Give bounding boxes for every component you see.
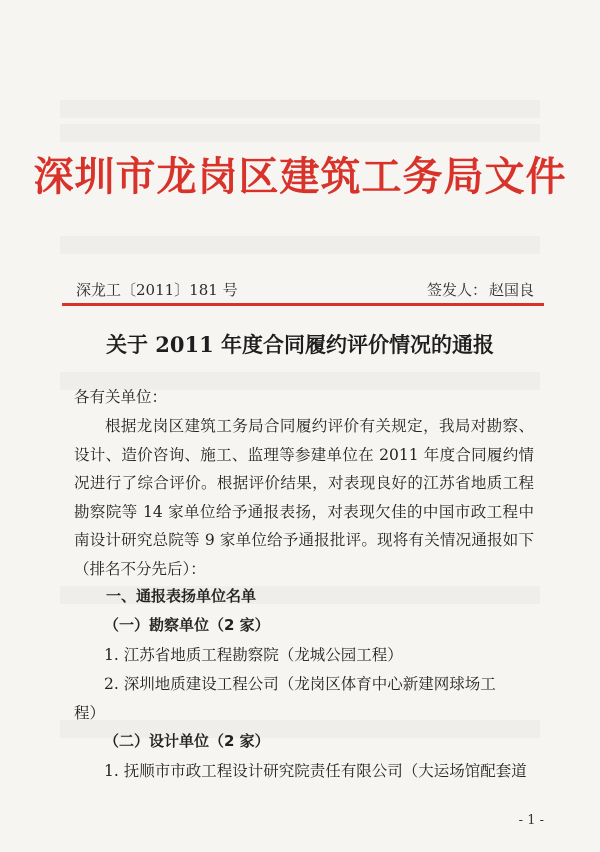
document-number: 深龙工〔2011〕181 号 xyxy=(76,281,238,299)
show-through-line xyxy=(60,236,540,254)
list-item-continuation: 程） xyxy=(74,704,106,722)
section-heading: 一、通报表扬单位名单 xyxy=(106,587,257,605)
show-through-line xyxy=(60,124,540,142)
show-through-line xyxy=(60,100,540,118)
page-number: - 1 - xyxy=(518,813,544,828)
signer-label: 签发人： xyxy=(426,281,487,299)
org-header-title: 深圳市龙岗区建筑工务局文件 xyxy=(33,153,567,200)
header-divider xyxy=(62,303,544,306)
signer xyxy=(425,279,534,300)
salutation: 各有关单位： xyxy=(74,388,168,406)
document-title: 关于 2011 年度合同履约评价情况的通报 xyxy=(105,332,495,357)
signer-name: 赵国良 xyxy=(488,281,534,299)
list-item: 1. 抚顺市市政工程设计研究院责任有限公司（大运场馆配套道 xyxy=(104,762,527,780)
list-item: 1. 江苏省地质工程勘察院（龙城公园工程） xyxy=(104,646,403,664)
subsection-heading: （一）勘察单位（2 家） xyxy=(104,616,270,634)
list-item: 2. 深圳地质建设工程公司（龙岗区体育中心新建网球场工 xyxy=(104,675,496,693)
subsection-heading: （二）设计单位（2 家） xyxy=(104,732,270,750)
intro-paragraph: 根据龙岗区建筑工务局合同履约评价有关规定，我局对勘察、设计、造价咨询、施工、监理等参建单位在 2011 年度合同履约情况进行了综合评价。根据评价结果，对表现良好的江苏省地质工程勘察院等 14 家单位给予通报表扬，对表现欠佳的中国市政工程中南设计研究总院等 9 家单位给予通报批评。现将有关情况通报如下（排名不分先后）： xyxy=(74,417,534,578)
